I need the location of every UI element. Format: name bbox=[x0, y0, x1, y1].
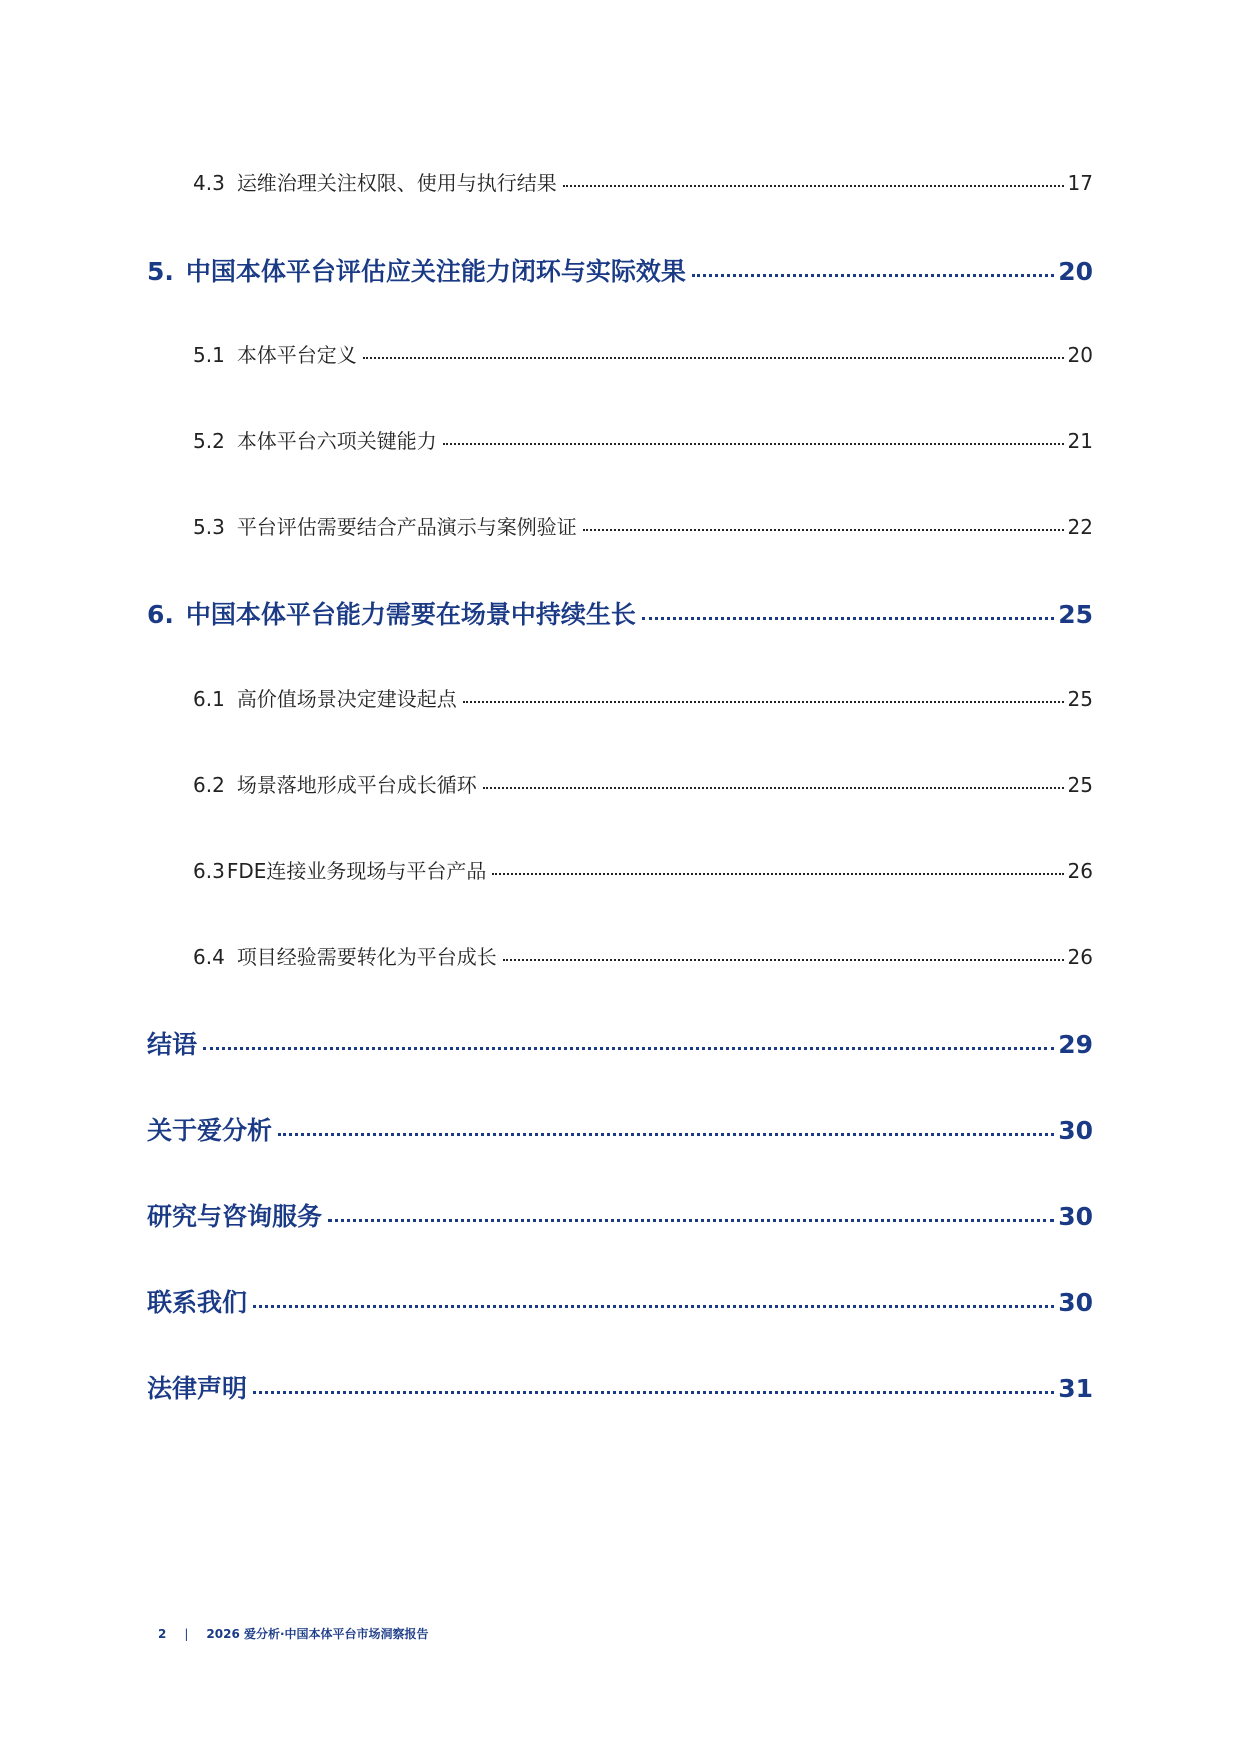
toc-entry-5-2[interactable] bbox=[0, 425, 1240, 454]
toc-entry-title: 联系我们 bbox=[147, 1288, 248, 1317]
toc-entry-title: 法律声明 bbox=[147, 1374, 248, 1403]
toc-entry-number: 4.3 bbox=[193, 171, 225, 195]
toc-entry-page: 22 bbox=[1067, 515, 1093, 539]
toc-entry-page: 25 bbox=[1067, 773, 1093, 797]
toc-entry-5[interactable] bbox=[0, 252, 1240, 288]
toc-entry-title: 中国本体平台能力需要在场景中持续生长 bbox=[185, 600, 636, 629]
toc-entry-legal[interactable] bbox=[0, 1369, 1240, 1405]
toc-entry-title: 平台评估需要结合产品演示与案例验证 bbox=[236, 515, 577, 539]
toc-entry-page: 30 bbox=[1058, 1202, 1093, 1231]
dot-leader bbox=[463, 701, 1064, 703]
toc-entry-contact[interactable] bbox=[0, 1283, 1240, 1319]
dot-leader bbox=[563, 185, 1064, 187]
footer-separator: | bbox=[184, 1626, 189, 1641]
toc-entry-title: 研究与咨询服务 bbox=[147, 1202, 323, 1231]
toc-entry-number: 6.1 bbox=[193, 687, 225, 711]
toc-entry-title: 场景落地形成平台成长循环 bbox=[236, 773, 477, 797]
toc-entry-title: 中国本体平台评估应关注能力闭环与实际效果 bbox=[185, 257, 686, 286]
dot-leader bbox=[483, 787, 1064, 789]
toc-entry-research-consulting[interactable] bbox=[0, 1197, 1240, 1233]
toc-entry-number: 5.1 bbox=[193, 343, 225, 367]
toc-entry-4-3[interactable] bbox=[0, 167, 1240, 196]
dot-leader bbox=[328, 1219, 1054, 1222]
toc-entry-page: 20 bbox=[1067, 343, 1093, 367]
dot-leader bbox=[278, 1133, 1054, 1136]
toc-entry-title: 关于爱分析 bbox=[147, 1116, 273, 1145]
toc-entry-number: 6. bbox=[147, 600, 174, 629]
toc-entry-page: 25 bbox=[1067, 687, 1093, 711]
toc-entry-page: 30 bbox=[1058, 1288, 1093, 1317]
page-footer bbox=[158, 1625, 429, 1642]
dot-leader bbox=[253, 1391, 1054, 1394]
dot-leader bbox=[203, 1047, 1054, 1050]
toc-entry-title: 本体平台定义 bbox=[236, 343, 357, 367]
toc-entry-page: 26 bbox=[1067, 945, 1093, 969]
toc-entry-number: 5. bbox=[147, 257, 174, 286]
toc-entry-title: 高价值场景决定建设起点 bbox=[236, 687, 457, 711]
toc-entry-6-1[interactable] bbox=[0, 683, 1240, 712]
toc-entry-page: 21 bbox=[1067, 429, 1093, 453]
dot-leader bbox=[503, 959, 1064, 961]
toc-entry-number: 6.2 bbox=[193, 773, 225, 797]
toc-entry-title: 结语 bbox=[147, 1030, 198, 1059]
toc-entry-page: 31 bbox=[1058, 1374, 1093, 1403]
dot-leader bbox=[583, 529, 1064, 531]
toc-entry-title: 本体平台六项关键能力 bbox=[236, 429, 437, 453]
toc-entry-number: 5.2 bbox=[193, 429, 225, 453]
toc-entry-6-3[interactable] bbox=[0, 855, 1240, 884]
footer-page-number: 2 bbox=[158, 1626, 167, 1641]
toc-entry-number: 6.3 bbox=[193, 859, 225, 883]
dot-leader bbox=[443, 443, 1064, 445]
footer-report-title: 2026 爱分析·中国本体平台市场洞察报告 bbox=[206, 1627, 429, 1641]
toc-entry-conclusion[interactable] bbox=[0, 1025, 1240, 1061]
toc-entry-page: 29 bbox=[1058, 1030, 1093, 1059]
toc-entry-page: 20 bbox=[1058, 257, 1093, 286]
toc-entry-about[interactable] bbox=[0, 1111, 1240, 1147]
dot-leader bbox=[363, 357, 1064, 359]
dot-leader bbox=[692, 274, 1054, 277]
dot-leader bbox=[492, 873, 1063, 875]
toc-entry-page: 30 bbox=[1058, 1116, 1093, 1145]
toc-entry-6-4[interactable] bbox=[0, 941, 1240, 970]
toc-entry-page: 17 bbox=[1067, 171, 1093, 195]
dot-leader bbox=[253, 1305, 1054, 1308]
toc-entry-page: 26 bbox=[1067, 859, 1093, 883]
dot-leader bbox=[642, 617, 1054, 620]
toc-entry-title: 项目经验需要转化为平台成长 bbox=[236, 945, 497, 969]
toc-entry-number: 5.3 bbox=[193, 515, 225, 539]
toc-entry-number: 6.4 bbox=[193, 945, 225, 969]
toc-entry-5-3[interactable] bbox=[0, 511, 1240, 540]
toc-entry-title: 运维治理关注权限、使用与执行结果 bbox=[236, 171, 557, 195]
toc-entry-5-1[interactable] bbox=[0, 339, 1240, 368]
toc-entry-6-2[interactable] bbox=[0, 769, 1240, 798]
toc-entry-6[interactable] bbox=[0, 595, 1240, 631]
toc-entry-title: FDE连接业务现场与平台产品 bbox=[226, 859, 487, 883]
toc-entry-page: 25 bbox=[1058, 600, 1093, 629]
